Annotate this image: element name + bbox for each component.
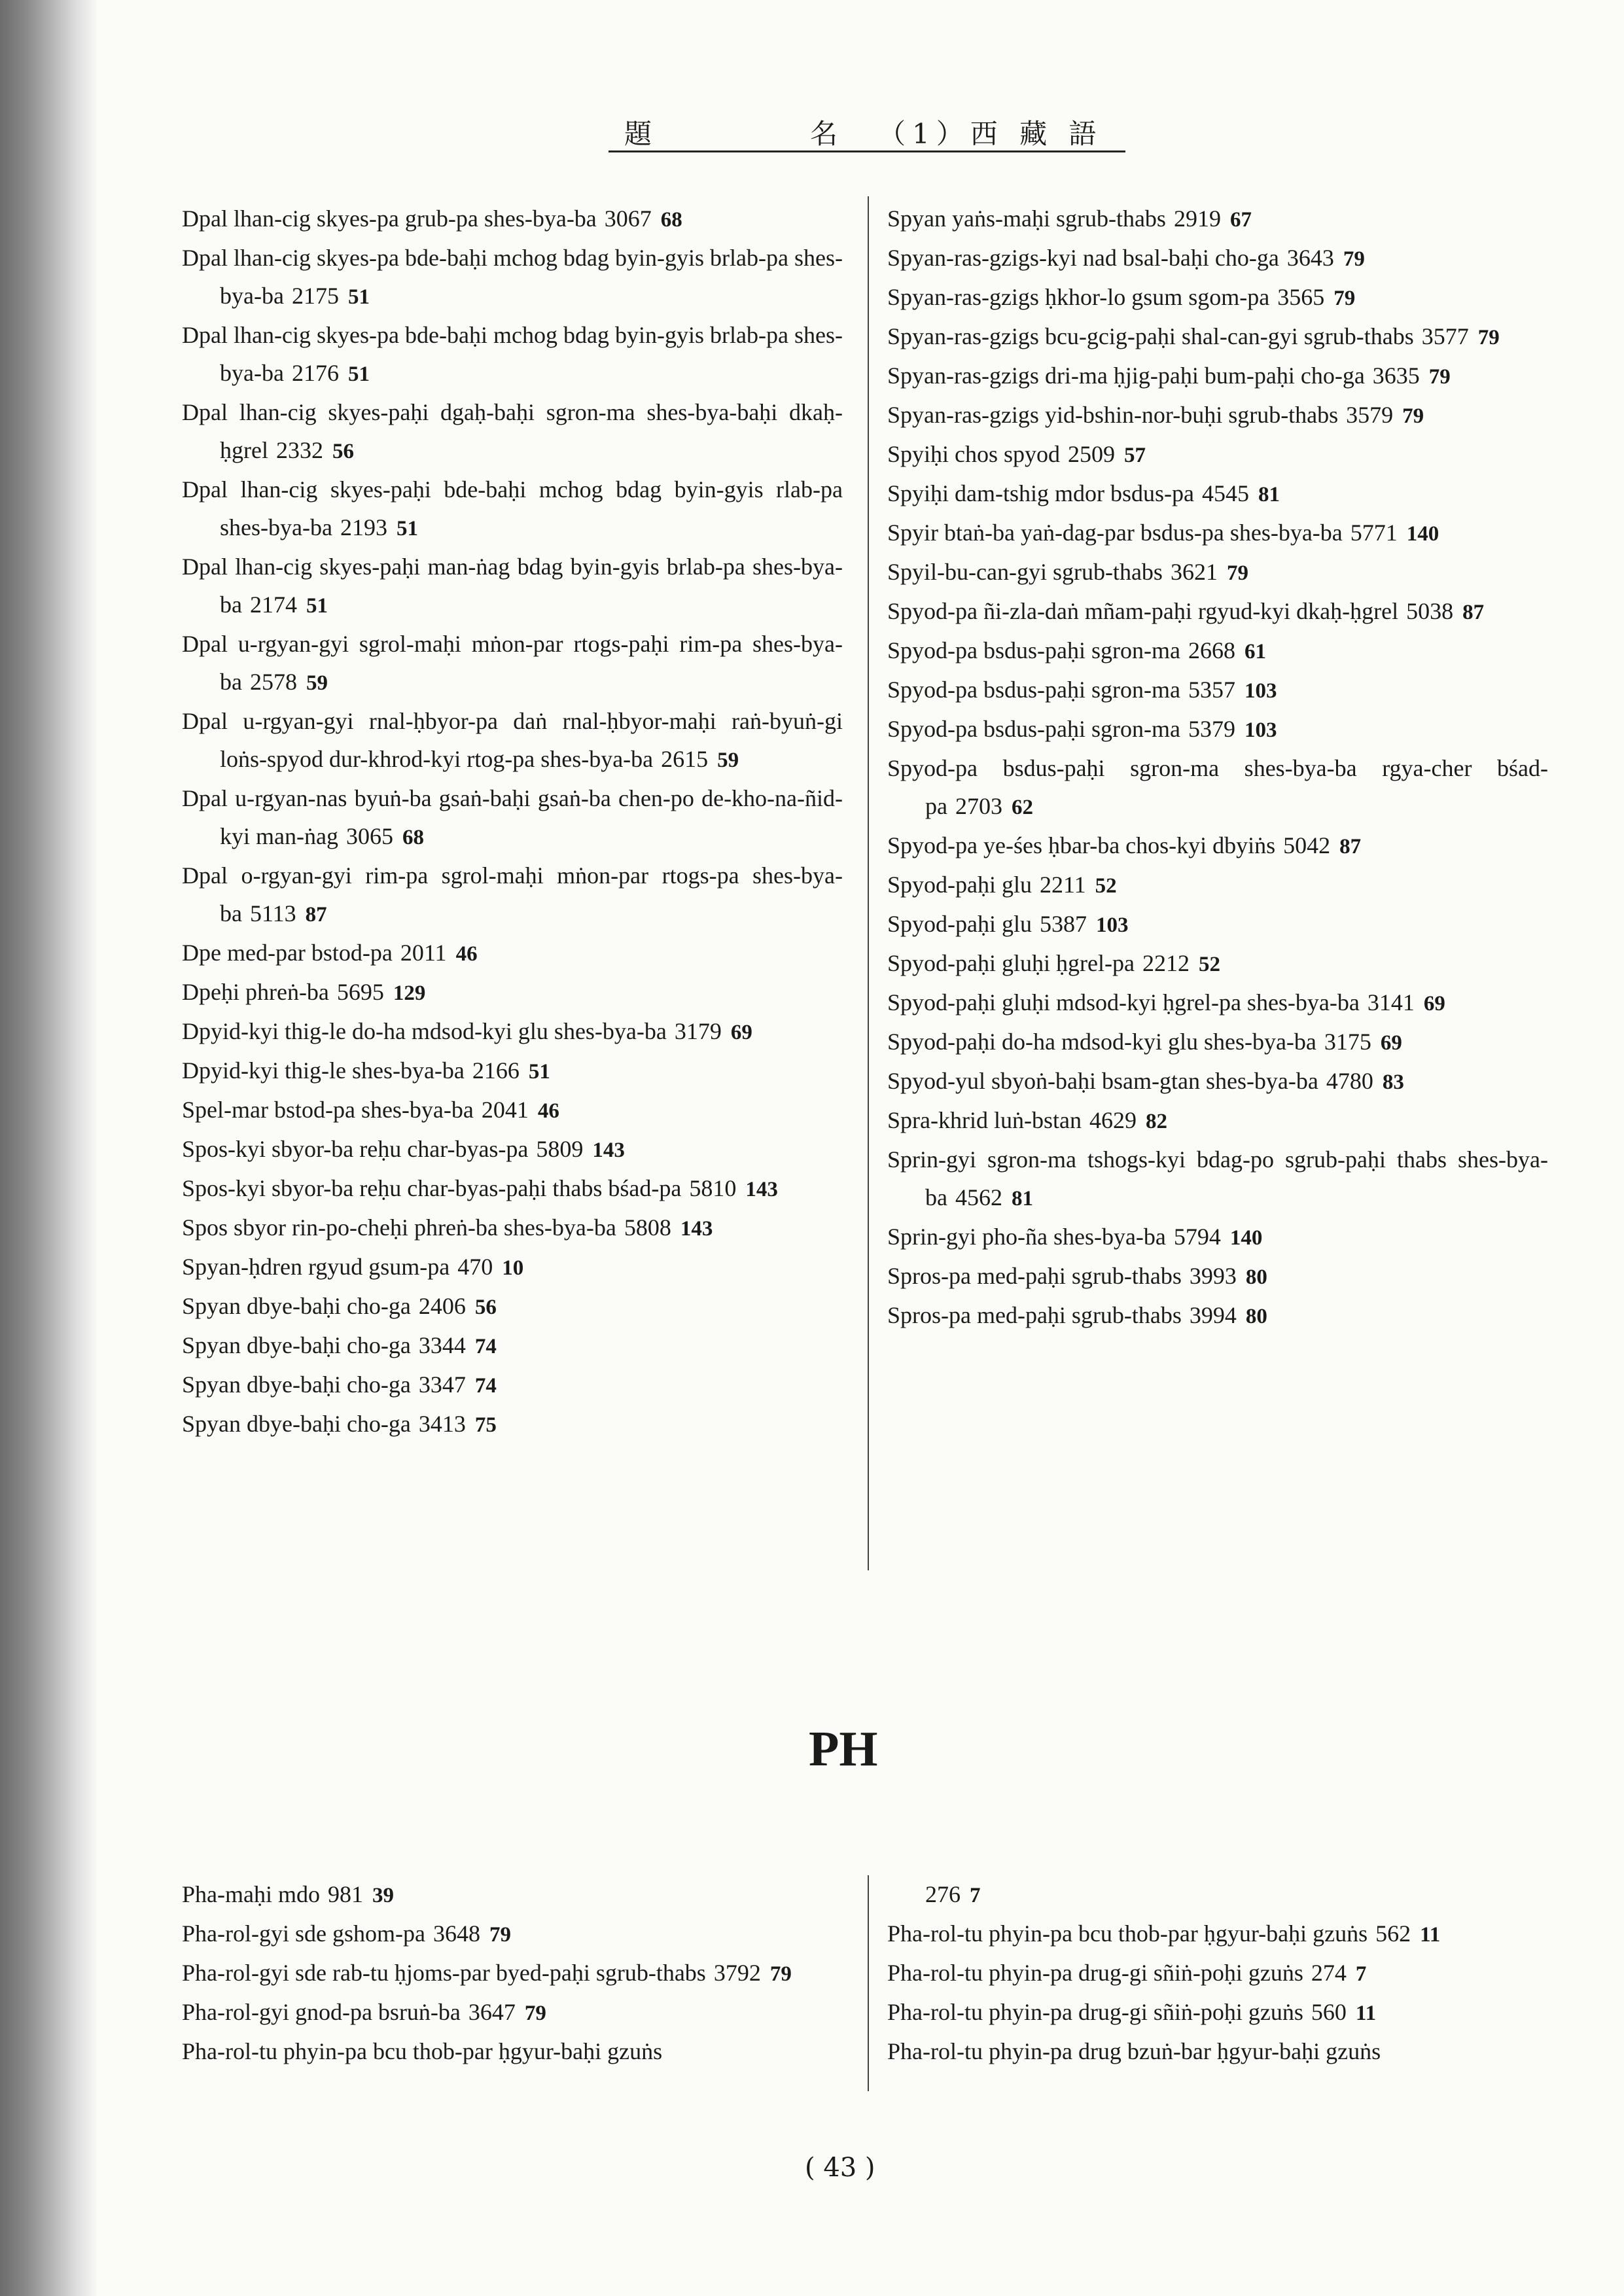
index-entry: [182, 625, 843, 702]
entry-page: 140: [1406, 522, 1439, 546]
entry-title: Spyan-ras-gzigs bcu-gcig-paḥi shal-can-gyi sgrub-thabs: [887, 323, 1414, 349]
index-entry: [887, 710, 1548, 749]
entry-title: Spyan yaṅs-maḥi sgrub-thabs: [887, 205, 1166, 232]
entry-title: Spyan-ḥdren rgyud gsum-pa: [182, 1254, 450, 1280]
entry-title: Dpal lhan-cig skyes-paḥi man-ṅag bdag byin-gyis brlab-pa shes-bya-ba: [182, 554, 843, 618]
entry-page: 51: [396, 517, 418, 540]
entry-number: 2578: [249, 669, 297, 695]
entry-page: 79: [769, 1962, 792, 1986]
entry-page: 79: [1477, 326, 1500, 349]
index-entry: [182, 393, 843, 470]
index-entry: [887, 514, 1548, 553]
page-header: [609, 110, 1125, 152]
entry-page: 103: [1244, 718, 1277, 742]
index-entry: [887, 1023, 1548, 1062]
entry-number: 3621: [1170, 559, 1218, 585]
entry-title: Pha-rol-tu phyin-pa bcu thob-par ḥgyur-baḥi gzuṅs: [887, 1920, 1368, 1947]
index-entry: [182, 1209, 843, 1248]
entry-number: 5695: [336, 979, 384, 1005]
entry-page: 62: [1011, 796, 1033, 819]
entry-page: 59: [717, 749, 739, 772]
entry-title: Spros-pa med-paḥi sgrub-thabs: [887, 1263, 1182, 1289]
entry-title: Dpal u-rgyan-nas byuṅ-ba gsaṅ-baḥi gsaṅ-ba chen-po de-kho-na-ñid-kyi man-ṅag: [182, 785, 843, 849]
entry-page: 87: [1339, 835, 1362, 858]
entry-page: 81: [1258, 483, 1280, 506]
entry-number: 470: [457, 1254, 493, 1280]
entry-title: Dpe med-par bstod-pa: [182, 940, 393, 966]
entry-title: Spyan-ras-gzigs ḥkhor-lo gsum sgom-pa: [887, 284, 1270, 310]
entry-title: Sprin-gyi sgron-ma tshogs-kyi bdag-po sgrub-paḥi thabs shes-bya-ba: [887, 1146, 1548, 1210]
entry-title: Pha-rol-tu phyin-pa drug-gi sñiṅ-poḥi gzuṅs: [887, 1960, 1303, 1986]
entry-page: 80: [1245, 1305, 1267, 1328]
entry-title: Spyod-paḥi gluḥi ḥgrel-pa: [887, 950, 1135, 976]
entry-page: 46: [455, 942, 478, 966]
index-entry: [887, 1875, 1548, 1915]
index-entry: [182, 1954, 843, 1993]
entry-page: 79: [1226, 561, 1248, 585]
entry-page: 10: [502, 1256, 524, 1280]
entry-title: Pha-rol-tu phyin-pa bcu thob-par ḥgyur-baḥi gzuṅs: [182, 2038, 663, 2064]
entry-title: Spyod-pa ñi-zla-daṅ mñam-paḥi rgyud-kyi dkaḥ-ḥgrel: [887, 598, 1399, 624]
entry-number: 5042: [1283, 832, 1331, 858]
entry-page: 83: [1382, 1070, 1404, 1094]
entry-title: Spyod-paḥi glu: [887, 911, 1032, 937]
index-entry: [182, 316, 843, 393]
column-divider-top: [868, 196, 869, 1570]
entry-page: 51: [347, 362, 370, 386]
entry-title: Spos-kyi sbyor-ba reḥu char-byas-pa: [182, 1136, 529, 1162]
entry-page: 79: [524, 2002, 546, 2025]
entry-page: 46: [537, 1099, 559, 1123]
entry-number: 2211: [1040, 872, 1086, 898]
entry-title: Spyod-pa bsdus-paḥi sgron-ma: [887, 677, 1180, 703]
entry-page: 74: [474, 1374, 497, 1398]
entry-page: 7: [1355, 1962, 1367, 1986]
entry-number: 5379: [1188, 716, 1235, 742]
index-entry: [182, 1326, 843, 1366]
index-entry: [887, 826, 1548, 866]
entry-number: 2011: [400, 940, 447, 966]
entry-page: 69: [1380, 1031, 1402, 1055]
entry-title: Dpal lhan-cig skyes-paḥi dgaḥ-baḥi sgron-ma shes-bya-baḥi dkaḥ-ḥgrel: [182, 399, 843, 463]
entry-page: 56: [474, 1296, 497, 1319]
entry-page: 143: [680, 1217, 713, 1241]
index-entry: [182, 702, 843, 779]
entry-title: Spel-mar bstod-pa shes-bya-ba: [182, 1097, 474, 1123]
entry-page: 68: [660, 208, 682, 232]
entry-title: Spos-kyi sbyor-ba reḥu char-byas-paḥi thabs bśad-pa: [182, 1175, 682, 1201]
index-entry: [887, 474, 1548, 514]
entry-number: 5387: [1040, 911, 1087, 937]
index-entry: [887, 1993, 1548, 2032]
entry-page: 79: [1343, 247, 1365, 271]
scan-binding-shadow: [0, 0, 98, 2296]
entry-number: 3175: [1324, 1029, 1371, 1055]
index-entry: [887, 671, 1548, 710]
index-entry: [887, 1101, 1548, 1140]
index-entry: [182, 1012, 843, 1051]
entry-title: Dpyid-kyi thig-le do-ha mdsod-kyi glu shes-bya-ba: [182, 1018, 667, 1044]
entry-number: 5771: [1350, 520, 1398, 546]
entry-page: 11: [1355, 2002, 1377, 2025]
entry-number: 562: [1375, 1920, 1411, 1947]
entry-title: Spyan dbye-baḥi cho-ga: [182, 1332, 411, 1358]
entry-page: 140: [1229, 1226, 1263, 1250]
entry-page: 59: [306, 671, 328, 695]
index-column-bottom-left: [182, 1875, 843, 2070]
entry-page: 103: [1244, 679, 1277, 703]
entry-title: Dpeḥi phreṅ-ba: [182, 979, 329, 1005]
entry-number: 981: [327, 1881, 363, 1907]
entry-page: 103: [1096, 913, 1129, 937]
entry-page: 81: [1011, 1187, 1033, 1210]
index-entry: [887, 278, 1548, 317]
entry-number: 3344: [418, 1332, 466, 1358]
index-entry: [887, 200, 1548, 239]
entry-title: Pha-rol-tu phyin-pa drug bzuṅ-bar ḥgyur-baḥi gzuṅs: [887, 2038, 1381, 2064]
index-entry: [887, 1296, 1548, 1335]
entry-page: 74: [474, 1335, 497, 1358]
entry-page: 129: [393, 981, 426, 1005]
entry-number: 3994: [1189, 1302, 1237, 1328]
index-entry: [887, 944, 1548, 983]
entry-number: 3179: [674, 1018, 722, 1044]
entry-title: Dpal u-rgyan-gyi sgrol-maḥi mṅon-par rtogs-paḥi rim-pa shes-bya-ba: [182, 631, 843, 695]
entry-page: 69: [730, 1021, 752, 1044]
entry-title: Pha-rol-gyi sde gshom-pa: [182, 1920, 425, 1947]
entry-number: 3577: [1421, 323, 1469, 349]
entry-page: 61: [1244, 640, 1266, 663]
entry-title: Spyan-ras-gzigs-kyi nad bsal-baḥi cho-ga: [887, 245, 1279, 271]
entry-page: 52: [1198, 953, 1220, 976]
index-entry: [887, 396, 1548, 435]
index-entry: [182, 1051, 843, 1091]
entry-page: 68: [402, 826, 424, 849]
index-entry: [887, 1915, 1548, 1954]
index-entry: [887, 317, 1548, 357]
entry-title: Spyir btaṅ-ba yaṅ-dag-par bsdus-pa shes-bya-ba: [887, 520, 1343, 546]
entry-number: 2174: [249, 592, 297, 618]
index-entry: [887, 435, 1548, 474]
entry-number: 276: [925, 1881, 961, 1907]
index-entry: [182, 973, 843, 1012]
entry-number: 2193: [340, 514, 387, 540]
entry-number: 2615: [661, 746, 709, 772]
entry-page: 39: [372, 1884, 394, 1907]
entry-title: Spyan-ras-gzigs dri-ma ḥjig-paḥi bum-paḥi cho-ga: [887, 362, 1365, 389]
index-entry: [887, 592, 1548, 631]
entry-number: 3413: [418, 1411, 466, 1437]
entry-title: Spyod-pa bsdus-paḥi sgron-ma: [887, 637, 1180, 663]
index-entry: [182, 1287, 843, 1326]
entry-number: 5809: [536, 1136, 584, 1162]
entry-page: 11: [1420, 1923, 1441, 1947]
index-entry: [182, 1130, 843, 1169]
index-entry: [182, 934, 843, 973]
entry-title: Dpyid-kyi thig-le shes-bya-ba: [182, 1057, 465, 1084]
entry-number: 4545: [1201, 480, 1249, 506]
entry-number: 5794: [1173, 1224, 1221, 1250]
index-entry: [182, 1875, 843, 1915]
index-entry: [887, 239, 1548, 278]
entry-number: 2509: [1068, 441, 1116, 467]
index-entry: [887, 1954, 1548, 1993]
entry-title: Spra-khrid luṅ-bstan: [887, 1107, 1082, 1133]
page-number: ( 43 ): [805, 2153, 875, 2183]
entry-page: 87: [305, 903, 327, 927]
entry-title: Sprin-gyi pho-ña shes-bya-ba: [887, 1224, 1166, 1250]
entry-number: 3565: [1277, 284, 1325, 310]
entry-title: Spyan dbye-baḥi cho-ga: [182, 1411, 411, 1437]
index-entry: [887, 2032, 1548, 2070]
entry-title: Dpal lhan-cig skyes-pa grub-pa shes-bya-ba: [182, 205, 597, 232]
index-entry: [182, 779, 843, 857]
entry-title: Pha-rol-tu phyin-pa drug-gi sñiṅ-poḥi gzuṅs: [887, 1999, 1303, 2025]
entry-title: Spos sbyor rin-po-cheḥi phreṅ-ba shes-bya-ba: [182, 1214, 616, 1241]
index-entry: [887, 983, 1548, 1023]
entry-number: 3579: [1346, 402, 1394, 428]
index-entry: [887, 357, 1548, 396]
entry-title: Pha-rol-gyi sde rab-tu ḥjoms-par byed-paḥi sgrub-thabs: [182, 1960, 706, 1986]
entry-title: Dpal u-rgyan-gyi rnal-ḥbyor-pa daṅ rnal-ḥbyor-maḥi raṅ-byuṅ-gi loṅs-spyod dur-khrod-kyi rtog-pa shes-bya-ba: [182, 708, 843, 772]
index-entry: [182, 1248, 843, 1287]
entry-number: 5038: [1406, 598, 1454, 624]
entry-title: Dpal lhan-cig skyes-pa bde-baḥi mchog bdag byin-gyis brlab-pa shes-bya-ba: [182, 245, 843, 309]
entry-number: 2668: [1188, 637, 1235, 663]
entry-number: 3141: [1367, 989, 1415, 1016]
entry-title: Spyan dbye-baḥi cho-ga: [182, 1371, 411, 1398]
entry-page: 57: [1124, 444, 1146, 467]
entry-page: 87: [1462, 601, 1485, 624]
entry-title: Spyod-pa ye-śes ḥbar-ba chos-kyi dbyiṅs: [887, 832, 1276, 858]
entry-page: 56: [332, 440, 354, 463]
entry-number: 3643: [1286, 245, 1334, 271]
index-entry: [182, 470, 843, 548]
entry-number: 2041: [481, 1097, 529, 1123]
index-column-top-right: [887, 200, 1548, 1335]
entry-number: 5357: [1188, 677, 1235, 703]
index-entry: [887, 749, 1548, 826]
index-entry: [887, 1062, 1548, 1101]
entry-title: Spyod-paḥi glu: [887, 872, 1032, 898]
entry-number: 3067: [604, 205, 652, 232]
index-entry: [182, 1993, 843, 2032]
index-entry: [182, 1169, 843, 1209]
entry-page: 67: [1229, 208, 1252, 232]
index-entry: [887, 553, 1548, 592]
entry-page: 79: [489, 1923, 511, 1947]
index-entry: [182, 1405, 843, 1444]
entry-title: Pha-rol-gyi gnod-pa bsruṅ-ba: [182, 1999, 461, 2025]
header-subtitle: （1）西 藏 語: [878, 118, 1103, 150]
entry-title: Spyod-paḥi gluḥi mdsod-kyi ḥgrel-pa shes-bya-ba: [887, 989, 1360, 1016]
entry-number: 2332: [275, 437, 323, 463]
entry-title: Spyod-yul sbyoṅ-baḥi bsam-gtan shes-bya-ba: [887, 1068, 1318, 1094]
entry-page: 51: [347, 285, 370, 309]
entry-page: 79: [1428, 365, 1451, 389]
entry-number: 3648: [432, 1920, 480, 1947]
entry-number: 274: [1311, 1960, 1347, 1986]
index-entry: [887, 866, 1548, 905]
entry-page: 51: [306, 594, 328, 618]
entry-title: Spros-pa med-paḥi sgrub-thabs: [887, 1302, 1182, 1328]
entry-page: 80: [1245, 1265, 1267, 1289]
index-column-bottom-right: [887, 1875, 1548, 2070]
index-entry: [182, 1366, 843, 1405]
entry-title: Spyod-pa bsdus-paḥi sgron-ma shes-bya-ba rgya-cher bśad-pa: [887, 755, 1548, 819]
entry-page: 75: [474, 1413, 497, 1437]
entry-page: 51: [528, 1060, 550, 1084]
entry-number: 2166: [472, 1057, 520, 1084]
entry-title: Pha-maḥi mdo: [182, 1881, 320, 1907]
entry-number: 2176: [291, 360, 339, 386]
entry-number: 3993: [1189, 1263, 1237, 1289]
entry-title: Spyod-paḥi do-ha mdsod-kyi glu shes-bya-ba: [887, 1029, 1316, 1055]
header-title: 題 名: [624, 118, 904, 150]
index-entry: [182, 857, 843, 934]
entry-number: 2406: [418, 1293, 466, 1319]
index-entry: [182, 548, 843, 625]
entry-title: Spyil-bu-can-gyi sgrub-thabs: [887, 559, 1163, 585]
entry-number: 4629: [1089, 1107, 1137, 1133]
index-entry: [182, 1915, 843, 1954]
index-entry: [182, 239, 843, 316]
entry-number: 3647: [468, 1999, 516, 2025]
entry-title: Spyod-pa bsdus-paḥi sgron-ma: [887, 716, 1180, 742]
entry-title: Spyan dbye-baḥi cho-ga: [182, 1293, 411, 1319]
entry-number: 4780: [1326, 1068, 1373, 1094]
entry-title: Spyan-ras-gzigs yid-bshin-nor-buḥi sgrub-thabs: [887, 402, 1339, 428]
entry-page: 82: [1145, 1110, 1167, 1133]
index-entry: [887, 1140, 1548, 1218]
index-column-top-left: [182, 200, 843, 1444]
entry-number: 2703: [955, 793, 1002, 819]
entry-title: Dpal lhan-cig skyes-pa bde-baḥi mchog bdag byin-gyis brlab-pa shes-bya-ba: [182, 322, 843, 386]
entry-page: 7: [970, 1884, 981, 1907]
entry-number: 3347: [418, 1371, 466, 1398]
index-entry: [182, 200, 843, 239]
index-entry: [182, 2032, 843, 2070]
entry-page: 143: [745, 1178, 778, 1201]
entry-number: 3792: [713, 1960, 761, 1986]
index-entry: [887, 631, 1548, 671]
index-entry: [887, 1218, 1548, 1257]
entry-page: 52: [1095, 874, 1117, 898]
column-divider-bottom: [868, 1875, 869, 2091]
index-entry: [887, 1257, 1548, 1296]
entry-title: Spyiḥi dam-tshig mdor bsdus-pa: [887, 480, 1194, 506]
entry-number: 5808: [624, 1214, 671, 1241]
entry-number: 2212: [1142, 950, 1190, 976]
entry-title: Dpal o-rgyan-gyi rim-pa sgrol-maḥi mṅon-par rtogs-pa shes-bya-ba: [182, 862, 843, 927]
entry-page: 143: [592, 1139, 625, 1162]
entry-page: 79: [1333, 287, 1356, 310]
index-entry: [887, 905, 1548, 944]
entry-title: Dpal lhan-cig skyes-paḥi bde-baḥi mchog bdag byin-gyis rlab-pa shes-bya-ba: [182, 476, 843, 540]
entry-number: 3065: [345, 823, 393, 849]
entry-title: Spyiḥi chos spyod: [887, 441, 1061, 467]
section-heading: PH: [809, 1722, 878, 1776]
entry-number: 5113: [249, 900, 296, 927]
entry-number: 3635: [1372, 362, 1420, 389]
entry-number: 5810: [689, 1175, 737, 1201]
entry-number: 2175: [291, 283, 339, 309]
entry-number: 560: [1311, 1999, 1347, 2025]
entry-number: 4562: [955, 1184, 1002, 1210]
index-entry: [182, 1091, 843, 1130]
entry-number: 2919: [1173, 205, 1221, 232]
entry-page: 69: [1423, 992, 1445, 1016]
entry-page: 79: [1402, 404, 1424, 428]
